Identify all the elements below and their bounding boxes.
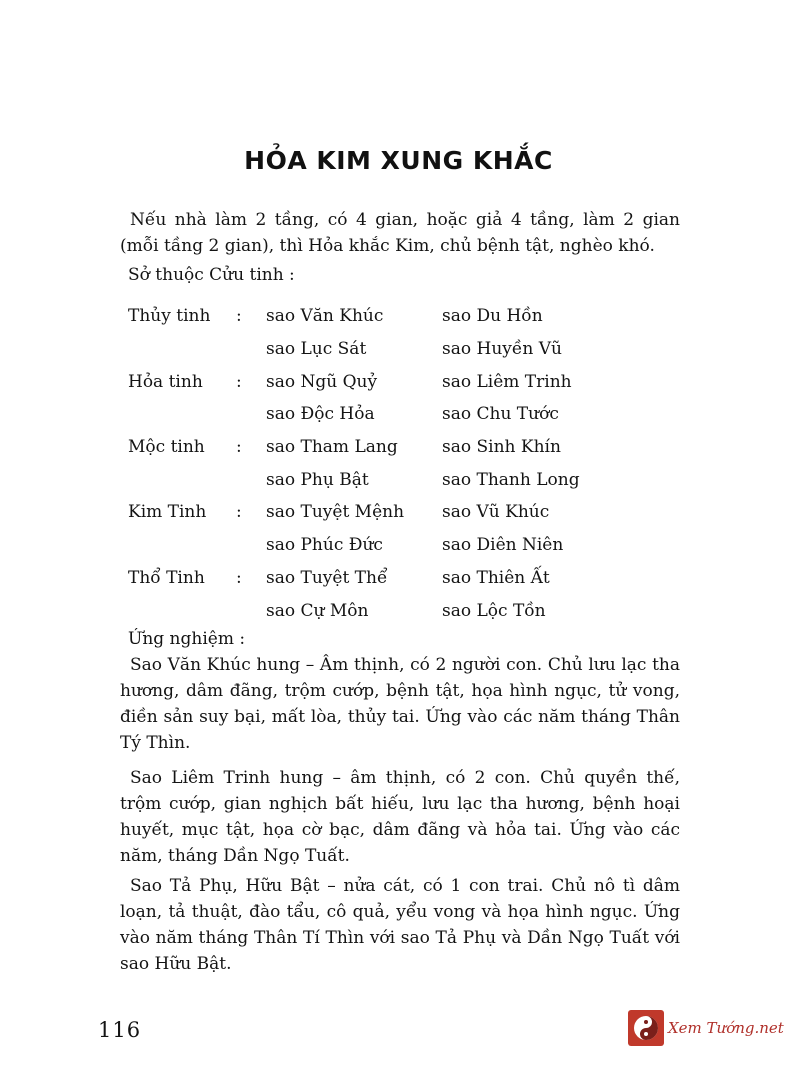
star-name: sao Lộc Tồn	[442, 600, 546, 621]
paragraph-liem-trinh: Sao Liêm Trinh hung – âm thịnh, có 2 con. Chủ quyền thế, trộm cướp, gian nghịch bất hiếu, lưu lạc tha hương, bệnh hoại huyết, mục tật, họa cờ bạc, dâm đãng và hỏa tai. Ứng vào các năm, tháng Dần Ngọ Tuất.	[120, 768, 680, 866]
star-row	[128, 594, 602, 627]
colon-separator	[236, 333, 266, 366]
star-name: sao Diên Niên	[442, 535, 564, 556]
star-name: sao Liêm Trinh	[442, 371, 572, 392]
star-name: sao Văn Khúc	[266, 306, 384, 327]
colon-separator: :	[236, 567, 242, 588]
colon-separator: :	[236, 306, 242, 327]
star-row	[128, 333, 602, 366]
star-name: sao Thiên Ất	[442, 567, 550, 588]
star-group-label	[128, 463, 236, 496]
star-row	[128, 562, 602, 595]
star-row	[128, 365, 602, 398]
star-group-label: Thủy tinh	[128, 306, 211, 327]
colon-separator: :	[236, 371, 242, 392]
star-row	[128, 431, 602, 464]
paragraph-van-khuc: Sao Văn Khúc hung – Âm thịnh, có 2 người con. Chủ lưu lạc tha hương, dâm đãng, trộm cướp, bệnh tật, họa hình ngục, tử vong, điền sản suy bại, mất lòa, thủy tai. Ứng vào các năm tháng Thân Tý Thìn.	[120, 655, 680, 753]
star-group-label: Mộc tinh	[128, 437, 205, 458]
star-row	[128, 463, 602, 496]
colon-separator: :	[236, 502, 242, 523]
star-name: sao Tuyệt Thể	[266, 567, 388, 588]
star-group-label	[128, 398, 236, 431]
star-name: sao Chu Tước	[442, 404, 559, 425]
star-name: sao Huyền Vũ	[442, 339, 562, 360]
watermark[interactable]	[628, 1010, 784, 1046]
star-name: sao Phụ Bật	[266, 469, 369, 490]
star-name: sao Ngũ Quỷ	[266, 371, 378, 392]
star-name: sao Độc Hỏa	[266, 404, 375, 425]
paragraph-ta-phu-huu-bat: Sao Tả Phụ, Hữu Bật – nửa cát, có 1 con trai. Chủ nô tì dâm loạn, tả thuật, đào tẩu, cô quả, yểu vong và họa hình ngục. Ứng vào năm tháng Thân Tí Thìn với sao Tả Phụ và Dần Ngọ Tuất với sao Hữu Bật.	[120, 876, 680, 974]
star-row	[128, 529, 602, 562]
star-group-label	[128, 594, 236, 627]
page-title: HỎA KIM XUNG KHẮC	[244, 146, 553, 175]
star-name: sao Thanh Long	[442, 469, 580, 490]
star-name: sao Sinh Khín	[442, 437, 561, 458]
star-name: sao Vũ Khúc	[442, 502, 550, 523]
colon-separator	[236, 529, 266, 562]
star-group-label	[128, 333, 236, 366]
intro-paragraph: Nếu nhà làm 2 tầng, có 4 gian, hoặc giả 4 tầng, làm 2 gian (mỗi tầng 2 gian), thì Hỏa khắc Kim, chủ bệnh tật, nghèo khó.	[120, 210, 680, 256]
star-name: sao Cự Môn	[266, 600, 369, 621]
cuu-tinh-heading: Sở thuộc Cửu tinh :	[128, 265, 295, 285]
star-group-label	[128, 529, 236, 562]
colon-separator	[236, 594, 266, 627]
star-name: sao Phúc Đức	[266, 535, 383, 556]
yin-yang-icon	[628, 1010, 664, 1046]
star-group-label: Thổ Tinh	[128, 567, 205, 588]
star-name: sao Lục Sát	[266, 339, 367, 360]
star-group-label: Hỏa tinh	[128, 371, 203, 392]
star-row	[128, 496, 602, 529]
stars-table	[128, 300, 602, 627]
star-name: sao Tham Lang	[266, 437, 398, 458]
star-name: sao Du Hồn	[442, 306, 543, 327]
colon-separator: :	[236, 437, 242, 458]
page-number: 116	[98, 1018, 142, 1042]
ung-nghiem-heading: Ứng nghiệm :	[128, 629, 246, 649]
star-row	[128, 300, 602, 333]
star-group-label: Kim Tinh	[128, 502, 207, 523]
star-row	[128, 398, 602, 431]
colon-separator	[236, 398, 266, 431]
colon-separator	[236, 463, 266, 496]
star-name: sao Tuyệt Mệnh	[266, 502, 405, 523]
watermark-text: Xem Tướng.net	[668, 1019, 784, 1037]
